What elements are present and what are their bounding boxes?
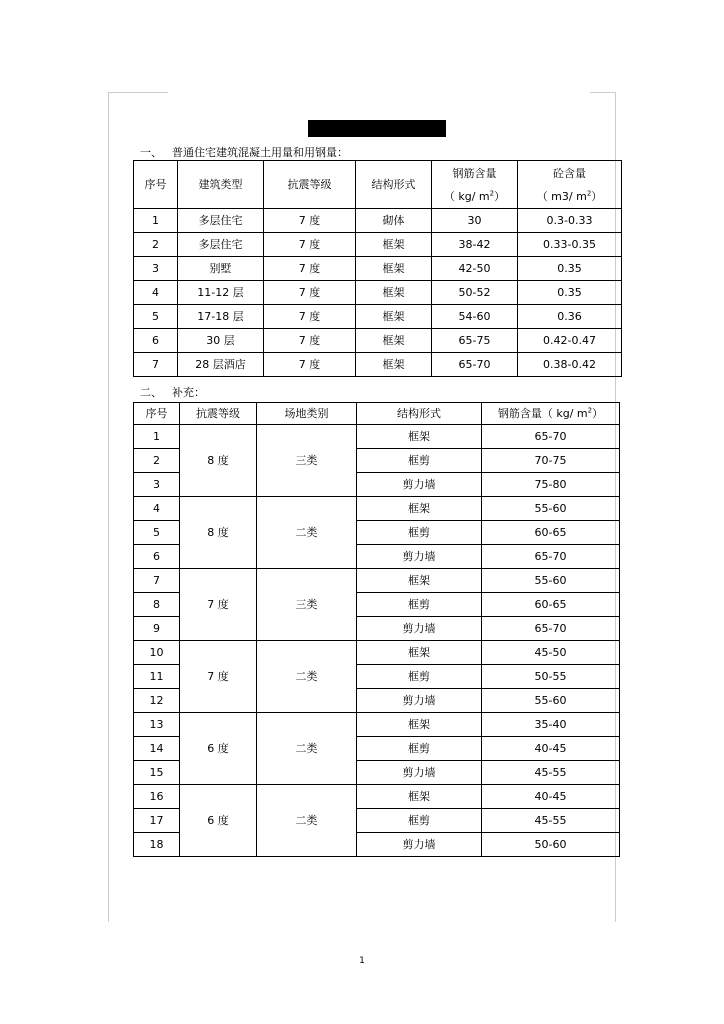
table-cell: 30 层 (178, 329, 264, 353)
steel-content-cell: 55-60 (482, 497, 620, 521)
table1-header-cell: 结构形式 (356, 161, 432, 209)
page-frame-top (108, 92, 168, 93)
steel-content-cell: 45-55 (482, 809, 620, 833)
site-class-cell: 二类 (257, 785, 357, 857)
row-number-cell: 15 (134, 761, 180, 785)
table-cell: 框架 (356, 353, 432, 377)
steel-content-cell: 65-70 (482, 545, 620, 569)
seismic-level-cell: 8 度 (180, 497, 257, 569)
row-number-cell: 18 (134, 833, 180, 857)
steel-content-cell: 40-45 (482, 737, 620, 761)
table-cell: 6 (134, 329, 178, 353)
structure-type-cell: 剪力墙 (357, 545, 482, 569)
seismic-level-cell: 6 度 (180, 713, 257, 785)
row-number-cell: 12 (134, 689, 180, 713)
table2-header-cell-steel: 钢筋含量（ kg/ $m^2$） (482, 403, 620, 425)
table1-header-cell: 抗震等级 (264, 161, 356, 209)
table-cell: 3 (134, 257, 178, 281)
seismic-level-cell: 6 度 (180, 785, 257, 857)
row-number-cell: 14 (134, 737, 180, 761)
site-class-cell: 二类 (257, 713, 357, 785)
table-cell: 0.42-0.47 (518, 329, 622, 353)
site-class-cell: 二类 (257, 641, 357, 713)
table-cell: 7 度 (264, 281, 356, 305)
concrete-header-unit: （ m3/ $m^2$） (536, 188, 603, 203)
table-cell: 65-70 (432, 353, 518, 377)
table-cell: 0.38-0.42 (518, 353, 622, 377)
table-cell: 框架 (356, 233, 432, 257)
steel-header-label: 钢筋含量 (452, 166, 497, 180)
table-row (134, 329, 622, 353)
steel-content-cell: 70-75 (482, 449, 620, 473)
redacted-title-bar (308, 120, 446, 137)
table2-header-cell: 序号 (134, 403, 180, 425)
table-cell: 7 度 (264, 329, 356, 353)
steel-content-cell: 35-40 (482, 713, 620, 737)
table-cell: 框架 (356, 329, 432, 353)
steel-content-cell: 55-60 (482, 569, 620, 593)
table2-header-cell: 场地类别 (257, 403, 357, 425)
table-row (134, 257, 622, 281)
table2-header-cell: 抗震等级 (180, 403, 257, 425)
steel-content-cell: 45-50 (482, 641, 620, 665)
site-class-cell: 三类 (257, 569, 357, 641)
table-row (134, 233, 622, 257)
table-cell: 38-42 (432, 233, 518, 257)
row-number-cell: 17 (134, 809, 180, 833)
row-number-cell: 9 (134, 617, 180, 641)
table-cell: 30 (432, 209, 518, 233)
table-cell: 65-75 (432, 329, 518, 353)
row-number-cell: 4 (134, 497, 180, 521)
table-cell: 0.35 (518, 281, 622, 305)
structure-type-cell: 剪力墙 (357, 761, 482, 785)
table-row (134, 713, 620, 737)
table-cell: 54-60 (432, 305, 518, 329)
table-cell: 7 度 (264, 233, 356, 257)
page-frame-left (108, 92, 109, 922)
table-row (134, 353, 622, 377)
structure-type-cell: 剪力墙 (357, 689, 482, 713)
steel-content-cell: 55-60 (482, 689, 620, 713)
row-number-cell: 6 (134, 545, 180, 569)
row-number-cell: 11 (134, 665, 180, 689)
row-number-cell: 2 (134, 449, 180, 473)
structure-type-cell: 框剪 (357, 593, 482, 617)
table-cell: 0.33-0.35 (518, 233, 622, 257)
table2-header-row (134, 403, 620, 425)
structure-type-cell: 框剪 (357, 737, 482, 761)
steel-content-cell: 60-65 (482, 521, 620, 545)
structure-type-cell: 框架 (357, 785, 482, 809)
concrete-steel-table (133, 160, 622, 377)
section1-title: 普通住宅建筑混凝土用量和用钢量： (172, 146, 348, 159)
section1-index: 一、 (140, 146, 162, 159)
seismic-level-cell: 7 度 (180, 569, 257, 641)
table-row (134, 209, 622, 233)
table-cell: 砌体 (356, 209, 432, 233)
structure-type-cell: 框剪 (357, 809, 482, 833)
row-number-cell: 3 (134, 473, 180, 497)
table-cell: 框架 (356, 305, 432, 329)
steel-header-unit: （ kg/ $m^2$） (443, 188, 506, 203)
section2-title: 补充： (172, 386, 205, 399)
row-number-cell: 5 (134, 521, 180, 545)
supplement-table (133, 402, 620, 857)
row-number-cell: 13 (134, 713, 180, 737)
table-row (134, 641, 620, 665)
structure-type-cell: 框架 (357, 497, 482, 521)
table2-header-cell: 结构形式 (357, 403, 482, 425)
table-cell: 28 层酒店 (178, 353, 264, 377)
table1-header-cell-steel (432, 161, 518, 209)
table-row (134, 425, 620, 449)
steel-content-cell: 75-80 (482, 473, 620, 497)
table-cell: 4 (134, 281, 178, 305)
seismic-level-cell: 7 度 (180, 641, 257, 713)
structure-type-cell: 剪力墙 (357, 617, 482, 641)
table-cell: 7 度 (264, 305, 356, 329)
section2-index: 二、 (140, 386, 162, 399)
structure-type-cell: 框架 (357, 425, 482, 449)
table-cell: 别墅 (178, 257, 264, 281)
steel-content-cell: 65-70 (482, 425, 620, 449)
table-cell: 7 度 (264, 209, 356, 233)
table-row (134, 785, 620, 809)
structure-type-cell: 框剪 (357, 449, 482, 473)
steel-content-cell: 65-70 (482, 617, 620, 641)
structure-type-cell: 框架 (357, 641, 482, 665)
table-cell: 0.3-0.33 (518, 209, 622, 233)
steel-content-cell: 45-55 (482, 761, 620, 785)
table-cell: 0.35 (518, 257, 622, 281)
structure-type-cell: 框剪 (357, 665, 482, 689)
table-cell: 1 (134, 209, 178, 233)
table-cell: 0.36 (518, 305, 622, 329)
table-cell: 多层住宅 (178, 233, 264, 257)
site-class-cell: 三类 (257, 425, 357, 497)
structure-type-cell: 剪力墙 (357, 833, 482, 857)
structure-type-cell: 剪力墙 (357, 473, 482, 497)
table-cell: 17-18 层 (178, 305, 264, 329)
table-row (134, 497, 620, 521)
seismic-level-cell: 8 度 (180, 425, 257, 497)
row-number-cell: 1 (134, 425, 180, 449)
section1-heading (140, 144, 348, 160)
concrete-header-label: 砼含量 (553, 166, 586, 180)
steel-content-cell: 50-55 (482, 665, 620, 689)
structure-type-cell: 框剪 (357, 521, 482, 545)
table-row (134, 569, 620, 593)
table-cell: 7 度 (264, 353, 356, 377)
row-number-cell: 16 (134, 785, 180, 809)
row-number-cell: 10 (134, 641, 180, 665)
table1-header-cell-concrete (518, 161, 622, 209)
table-row (134, 281, 622, 305)
table-cell: 11-12 层 (178, 281, 264, 305)
steel-content-cell: 50-60 (482, 833, 620, 857)
steel-content-cell: 40-45 (482, 785, 620, 809)
table-cell: 多层住宅 (178, 209, 264, 233)
row-number-cell: 8 (134, 593, 180, 617)
table-cell: 7 (134, 353, 178, 377)
table-cell: 42-50 (432, 257, 518, 281)
structure-type-cell: 框架 (357, 713, 482, 737)
table-cell: 5 (134, 305, 178, 329)
steel-content-cell: 60-65 (482, 593, 620, 617)
row-number-cell: 7 (134, 569, 180, 593)
table1-header-cell: 建筑类型 (178, 161, 264, 209)
table-cell: 2 (134, 233, 178, 257)
table1-header-cell: 序号 (134, 161, 178, 209)
table-cell: 框架 (356, 257, 432, 281)
section2-heading (140, 384, 205, 400)
table-cell: 框架 (356, 281, 432, 305)
site-class-cell: 二类 (257, 497, 357, 569)
page-number: 1 (359, 956, 365, 966)
table-row (134, 305, 622, 329)
page-frame-top-right (590, 92, 616, 93)
table1-header-row (134, 161, 622, 209)
structure-type-cell: 框架 (357, 569, 482, 593)
table-cell: 50-52 (432, 281, 518, 305)
table-cell: 7 度 (264, 257, 356, 281)
